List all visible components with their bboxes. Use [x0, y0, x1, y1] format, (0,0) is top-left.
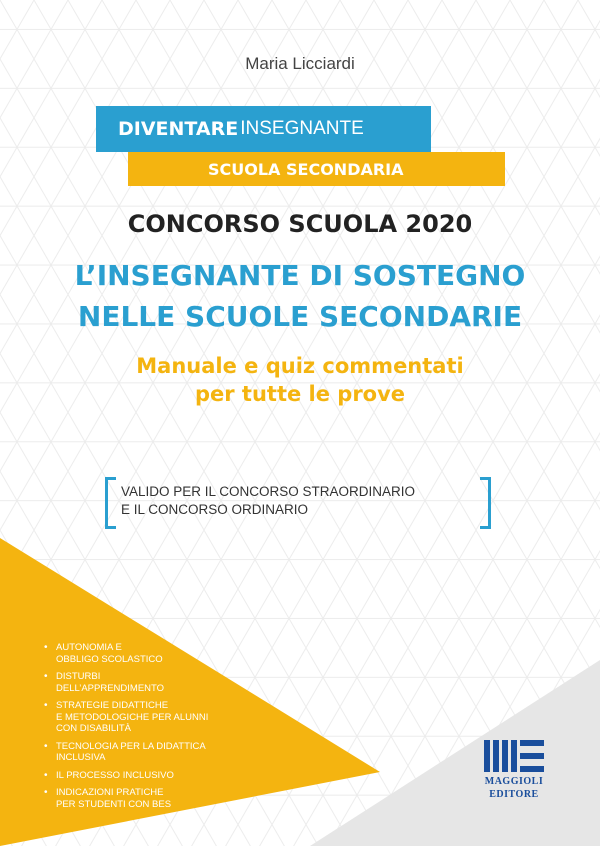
title-line: L’INSEGNANTE DI SOSTEGNO: [74, 259, 526, 292]
publisher-name: MAGGIOLI: [484, 776, 544, 787]
series-name-light: INSEGNANTE: [240, 118, 364, 139]
left-bracket: [105, 477, 116, 529]
topic-line: STRATEGIE DIDATTICHE: [56, 700, 169, 711]
pretitle: CONCORSO SCUOLA 2020: [127, 210, 473, 238]
topic-line: DELL’APPRENDIMENTO: [56, 682, 165, 694]
bullet-icon: •: [44, 642, 48, 653]
publisher-suffix: EDITORE: [489, 789, 539, 800]
topic-line: AUTONOMIA E: [56, 642, 122, 653]
bullet-icon: •: [44, 700, 48, 711]
validity-line: E IL CONCORSO ORDINARIO: [121, 502, 309, 517]
right-bracket: [480, 477, 491, 529]
validity-line: VALIDO PER IL CONCORSO STRAORDINARIO: [121, 484, 416, 499]
school-level-banner: SCUOLA SECONDARIA: [128, 152, 505, 186]
series-banner: [96, 106, 431, 152]
topic-item: [42, 671, 242, 694]
topic-line: E METODOLOGICHE PER ALUNNI: [56, 711, 209, 723]
topic-line: TECNOLOGIA PER LA DIDATTICA: [56, 740, 206, 752]
topic-item: [42, 787, 242, 810]
topic-line: PER STUDENTI CON BES: [56, 798, 172, 810]
topic-line: IL PROCESSO INCLUSIVO: [56, 769, 174, 781]
subtitle-line: per tutte le prove: [194, 382, 406, 406]
topic-item: [42, 770, 242, 782]
topic-item: [42, 700, 242, 735]
bullet-icon: •: [44, 740, 48, 752]
topic-line: OBBLIGO SCOLASTICO: [56, 653, 163, 665]
series-name-bold: DIVENTARE: [118, 118, 239, 140]
book-subtitle: [0, 352, 600, 408]
validity-text: [121, 483, 481, 519]
subtitle-line: Manuale e quiz commentati: [136, 354, 464, 378]
topic-line: DISTURBI: [56, 671, 101, 682]
topic-line: CON DISABILITÀ: [56, 723, 131, 734]
book-title: [0, 255, 600, 337]
bullet-icon: •: [44, 769, 48, 781]
topic-line: INDICAZIONI PRATICHE: [56, 787, 164, 798]
author-name: Maria Licciardi: [245, 54, 355, 73]
bullet-icon: •: [44, 671, 48, 682]
topic-line: INCLUSIVA: [56, 752, 106, 763]
topics-list: [42, 642, 242, 816]
bullet-icon: •: [44, 787, 48, 798]
publisher-logo: [478, 740, 550, 800]
publisher-logo-icon: [484, 740, 544, 772]
title-line: NELLE SCUOLE SECONDARIE: [77, 300, 523, 333]
topic-item: [42, 642, 242, 665]
validity-box: [105, 477, 491, 527]
topic-item: [42, 741, 242, 764]
